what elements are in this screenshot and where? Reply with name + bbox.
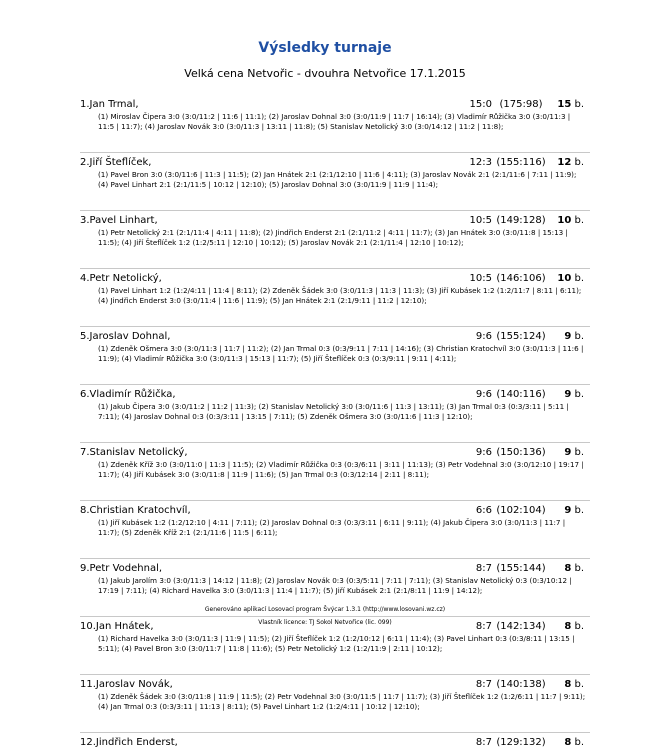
result-header [80,156,590,170]
result-entry [80,500,590,558]
player-rank: 6. [80,389,90,400]
player-matches: (1) Miroslav Čipera 3:0 (3:0/11:2 | 11:6 | 11:1); (2) Jaroslav Dohnal 3:0 (3:0/11:9 | 11:7 | 16:14); (3) Vladimír Růžička 3:0 (3:0/11:3 | 11:5 | 11:7); (4) Jaroslav Novák 3:0 (3:0/11:3 | 13:11 | 11:8); (5) Stanislav Netolický 3:0 (3:0/14:12 | 11:2 | 11:8); [98,112,571,131]
player-total [550,678,590,692]
player-points: (155:144) [496,563,546,574]
player-matches: (1) Petr Netolický 2:1 (2:1/11:4 | 4:11 | 11:8); (2) Jindřich Enderst 2:1 (2:1/11:2 | 4:11 | 11:7); (3) Jan Hnátek 3:0 (3:0/11:8 | 15:13 | 11:5); (4) Jiří Šteflíček 1:2 (1:2/5:11 | 12:10 | 10:12); (5) Jaroslav Novák 2:1 (2:1/11:4 | 12:10 | 10:12); [98,228,568,247]
result-entry [80,210,590,268]
player-score: 8:7 [475,737,492,748]
player-total-value: 8 [564,679,572,690]
player-points: (150:136) [496,447,546,458]
player-total [550,214,590,228]
result-header [80,98,590,112]
player-total-unit: b. [574,447,584,458]
player-points: (155:124) [496,331,546,342]
result-header [80,678,590,692]
player-rank-name [80,156,450,170]
player-total-unit: b. [574,679,584,690]
player-total-unit: b. [574,273,584,284]
result-header [80,388,590,402]
player-name: Jiří Šteflíček, [89,157,152,168]
player-score: 9:6 [475,331,492,342]
player-score: 8:7 [475,679,492,690]
player-total-value: 10 [557,273,572,284]
result-entry [80,674,590,732]
player-total-value: 8 [564,737,572,748]
player-name: Stanislav Netolický, [89,447,188,458]
player-score: 12:3 [469,157,492,168]
player-total-unit: b. [574,505,584,516]
result-entry [80,384,590,442]
result-entry [80,95,590,152]
player-points: (175:98) [499,99,543,110]
result-header [80,562,590,576]
player-rank-name [80,330,450,344]
result-header [80,446,590,460]
result-header [80,330,590,344]
player-name: Petr Netolický, [89,273,162,284]
player-matches: (1) Richard Havelka 3:0 (3:0/11:3 | 11:9 | 11:5); (2) Jiří Šteflíček 1:2 (1:2/10:12 | 6:11 | 11:4); (3) Pavel Linhart 0:3 (0:3/8:11 | 13:15 | 5:11); (4) Pavel Bron 3:0 (3:0/11:7 | 11:8 | 11:6); (5) Petr Netolický 1:2 (1:2/11:9 | 2:11 | 10:12); [98,634,575,653]
player-rank-name [80,736,450,750]
player-score: 9:6 [475,447,492,458]
result-entry [80,442,590,500]
player-name: Pavel Linhart, [89,215,158,226]
player-total [550,446,590,460]
player-rank-name [80,214,450,228]
player-rank: 10. [80,621,96,632]
player-points: (129:132) [496,737,546,748]
result-header [80,214,590,228]
player-total [550,272,590,286]
tournament-subtitle: Velká cena Netvořic - dvouhra Netvořice 17.1.2015 [184,67,466,80]
player-score: 9:6 [475,389,492,400]
player-name: Jaroslav Novák, [95,679,173,690]
player-rank: 4. [80,273,90,284]
page-title: Výsledky turnaje [258,40,392,56]
player-total-value: 15 [557,99,572,110]
player-total-unit: b. [574,737,584,748]
player-rank: 3. [80,215,90,226]
player-name: Christian Kratochvíl, [89,505,191,516]
player-name: Jaroslav Dohnal, [89,331,171,342]
player-name: Jan Hnátek, [95,621,154,632]
player-rank-name [80,562,450,576]
result-header [80,504,590,518]
footer-generated: Generováno aplikací Losovací program Švýcar 1.3.1 (http://www.losovani.wz.cz) [204,606,446,613]
player-total [550,156,590,170]
player-matches: (1) Zdeněk Ošmera 3:0 (3:0/11:3 | 11:7 | 11:2); (2) Jan Trmal 0:3 (0:3/9:11 | 7:11 | 14:16); (3) Christian Kratochvíl 3:0 (3:0/11:3 | 11:6 | 11:9); (4) Vladimír Růžička 3:0 (3:0/11:3 | 15:13 | 11:7); (5) Jiří Šteflíček 0:3 (0:3/9:11 | 9:11 | 4:11); [98,344,584,363]
player-points: (140:138) [496,679,546,690]
player-name: Jan Trmal, [89,99,139,110]
player-matches: (1) Pavel Bron 3:0 (3:0/11:6 | 11:3 | 11:5); (2) Jan Hnátek 2:1 (2:1/12:10 | 11:6 | 4:11); (3) Jaroslav Novák 2:1 (2:1/11:6 | 7:11 | 11:9); (4) Pavel Linhart 2:1 (2:1/11:5 | 10:12 | 12:10); (5) Jaroslav Dohnal 3:0 (3:0/11:9 | 11:9 | 11:4); [98,170,577,189]
player-rank: 5. [80,331,90,342]
player-total-value: 12 [557,157,572,168]
player-rank: 9. [80,563,90,574]
player-rank-name [80,388,450,402]
player-total-value: 9 [564,389,572,400]
player-points: (155:116) [496,157,546,168]
player-matches: (1) Zdeněk Šádek 3:0 (3:0/11:8 | 11:9 | 11:5); (2) Petr Vodehnal 3:0 (3:0/11:5 | 11:7 | 11:7); (3) Jiří Šteflíček 1:2 (1:2/6:11 | 11:7 | 9:11); (4) Jan Trmal 0:3 (0:3/3:11 | 11:13 | 8:11); (5) Pavel Linhart 1:2 (1:2/4:11 | 10:12 | 12:10); [98,692,586,711]
player-matches: (1) Zdeněk Kříž 3:0 (3:0/11:0 | 11:3 | 11:5); (2) Vladimír Růžička 0:3 (0:3/6:11 | 3:11 | 11:13); (3) Petr Vodehnal 3:0 (3:0/12:10 | 19:17 | 11:7); (4) Jiří Kubásek 3:0 (3:0/11:8 | 11:9 | 11:6); (5) Jan Trmal 0:3 (0:3/12:14 | 2:11 | 8:11); [98,460,584,479]
player-rank-name [80,98,450,112]
player-score: 10:5 [469,273,492,284]
player-rank: 12. [80,737,96,748]
player-points: (142:134) [496,621,546,632]
player-total [550,562,590,576]
player-points: (140:116) [496,389,546,400]
player-score: 6:6 [475,505,492,516]
result-entry [80,326,590,384]
player-rank-name [80,678,450,692]
player-points: (146:106) [496,273,546,284]
player-total-unit: b. [574,563,584,574]
player-total [550,98,590,112]
result-header [80,736,590,750]
player-matches: (1) Jiří Kubásek 1:2 (1:2/12:10 | 4:11 | 7:11); (2) Jaroslav Dohnal 0:3 (0:3/3:11 | 6:11 | 9:11); (4) Jakub Čipera 3:0 (3:0/11:3 | 11:7 | 11:7); (5) Zdeněk Kříž 2:1 (2:1/11:6 | 11:5 | 6:11); [98,518,566,537]
result-entry [80,152,590,210]
player-score: 15:0 [469,99,492,110]
footer-license: Vlastník licence: TJ Sokol Netvořice (lic. 099) [258,619,392,626]
player-total-unit: b. [574,215,584,226]
result-entry [80,732,590,750]
player-total [550,736,590,750]
player-total-unit: b. [574,157,584,168]
result-entry [80,268,590,326]
player-name: Petr Vodehnal, [89,563,163,574]
player-total-value: 9 [564,505,572,516]
player-total-unit: b. [574,389,584,400]
player-total [550,330,590,344]
player-rank: 2. [80,157,90,168]
player-rank-name [80,446,450,460]
player-matches: (1) Jakub Jarolím 3:0 (3:0/11:3 | 14:12 | 11:8); (2) Jaroslav Novák 0:3 (0:3/5:11 | 7:11 | 7:11); (3) Stanislav Netolický 0:3 (0:3/10:12 | 17:19 | 7:11); (4) Richard Havelka 3:0 (3:0/11:3 | 11:4 | 11:7); (5) Jiří Kubásek 2:1 (2:1/8:11 | 11:9 | 14:12); [98,576,572,595]
player-total [550,504,590,518]
player-rank: 11. [80,679,96,690]
player-total-value: 8 [564,621,572,632]
player-matches: (1) Pavel Linhart 1:2 (1:2/4:11 | 11:4 | 8:11); (2) Zdeněk Šádek 3:0 (3:0/11:3 | 11:3 | 11:3); (3) Jiří Kubásek 1:2 (1:2/11:7 | 8:11 | 6:11); (4) Jindřich Enderst 3:0 (3:0/11:4 | 11:6 | 11:9); (5) Jan Hnátek 2:1 (2:1/9:11 | 11:2 | 12:10); [98,286,582,305]
player-rank-name [80,272,450,286]
player-score: 10:5 [469,215,492,226]
result-header [80,272,590,286]
player-score: 8:7 [475,621,492,632]
player-points: (149:128) [496,215,546,226]
player-total-unit: b. [574,99,584,110]
player-rank: 8. [80,505,90,516]
results-list [80,95,590,750]
player-total-value: 10 [557,215,572,226]
player-score: 8:7 [475,563,492,574]
player-rank: 7. [80,447,90,458]
player-total-value: 9 [564,331,572,342]
player-total [550,388,590,402]
player-total-value: 9 [564,447,572,458]
player-total-value: 8 [564,563,572,574]
player-matches: (1) Jakub Čipera 3:0 (3:0/11:2 | 11:2 | 11:3); (2) Stanislav Netolický 3:0 (3:0/11:6 | 11:3 | 13:11); (3) Jan Trmal 0:3 (0:3/3:11 | 5:11 | 7:11); (4) Jaroslav Dohnal 0:3 (0:3/3:11 | 13:15 | 7:11); (5) Zdeněk Ošmera 3:0 (3:0/11:6 | 11:3 | 12:10); [98,402,569,421]
player-points: (102:104) [496,505,546,516]
player-rank: 1. [80,99,90,110]
player-rank-name [80,504,450,518]
player-name: Jindřich Enderst, [95,737,178,748]
player-total-unit: b. [574,331,584,342]
player-name: Vladimír Růžička, [89,389,176,400]
player-total-unit: b. [574,621,584,632]
